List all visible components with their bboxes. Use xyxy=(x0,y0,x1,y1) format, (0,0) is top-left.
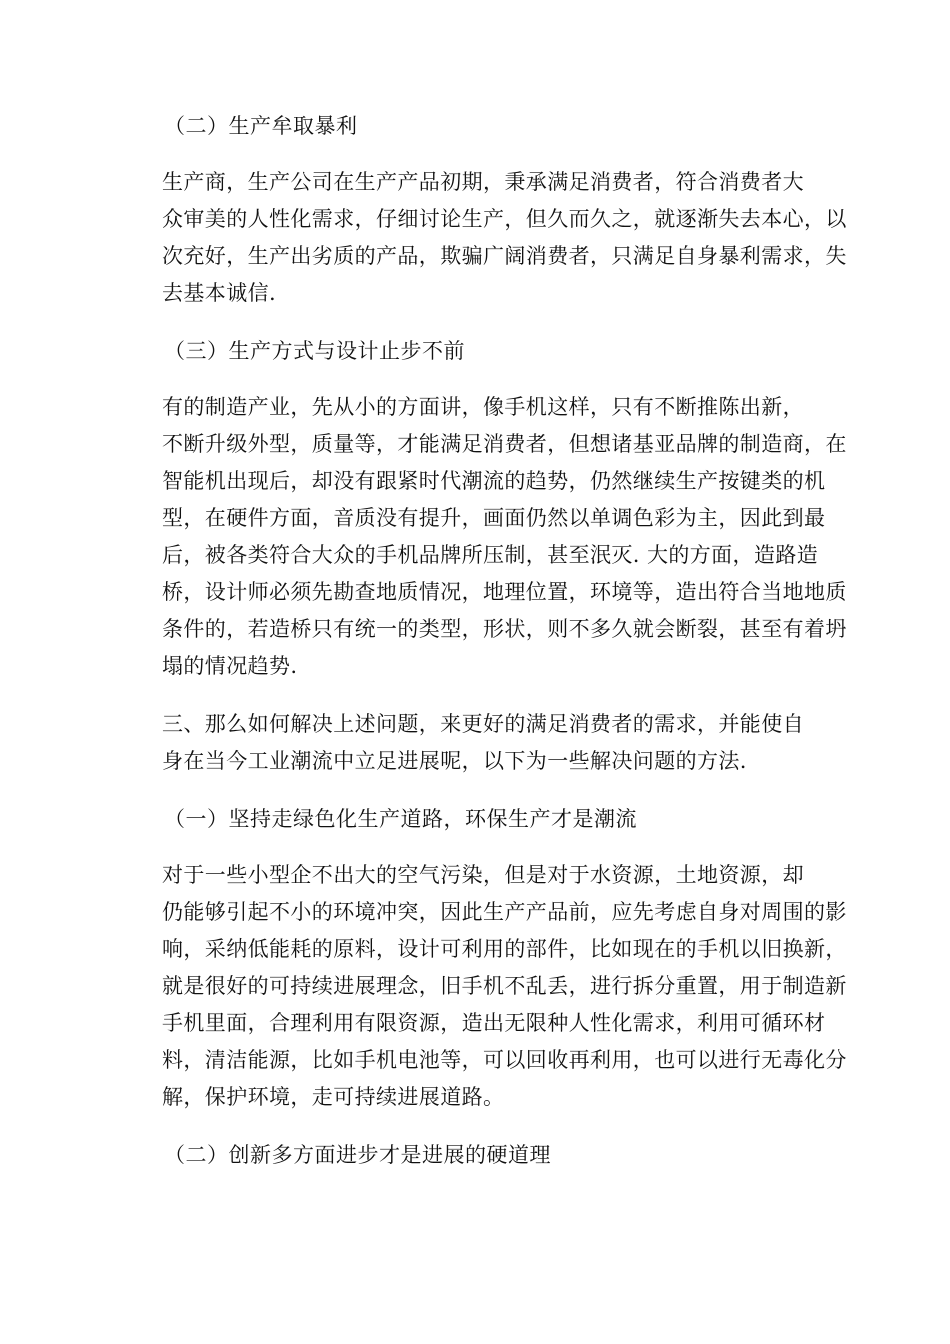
text-line: 去基本诚信. xyxy=(162,281,277,305)
section-heading-innovation: （二）创新多方面进步才是进展的硬道理 xyxy=(164,1143,551,1167)
text-line: 就是很好的可持续进展理念，旧手机不乱丢，进行拆分重置，用于制造新 xyxy=(162,974,847,998)
text-line: 生产商，生产公司在生产产品初期，秉承满足消费者，符合消费者大 xyxy=(162,170,804,194)
text-line: 智能机出现后，却没有跟紧时代潮流的趋势，仍然继续生产按键类的机 xyxy=(162,469,826,493)
section-heading-stagnation: （三）生产方式与设计止步不前 xyxy=(164,339,465,363)
text-line: 次充好，生产出劣质的产品，欺骗广阔消费者，只满足自身暴利需求，失 xyxy=(162,244,847,268)
text-line: 手机里面，合理利用有限资源，造出无限种人性化需求，利用可循环材 xyxy=(162,1011,826,1035)
paragraph-profiteering xyxy=(120,164,847,312)
text-line: 仍能够引起不小的环境冲突，因此生产产品前，应先考虑自身对周围的影 xyxy=(162,900,847,924)
text-line: 型，在硬件方面，音质没有提升，画面仍然以单调色彩为主，因此到最 xyxy=(162,506,826,530)
text-line: 众审美的人性化需求，仔细讨论生产，但久而久之，就逐渐失去本心，以 xyxy=(162,207,847,231)
text-line: 对于一些小型企不出大的空气污染，但是对于水资源，土地资源，却 xyxy=(162,863,804,887)
text-line: 后，被各类符合大众的手机品牌所压制，甚至泯灭. 大的方面，造路造 xyxy=(162,543,819,567)
text-line: 三、那么如何解决上述问题，来更好的满足消费者的需求，并能使自 xyxy=(162,712,804,736)
document-body xyxy=(120,108,847,1193)
text-line: 条件的，若造桥只有统一的类型，形状，则不多久就会断裂，甚至有着坍 xyxy=(162,617,847,641)
text-line: 有的制造产业，先从小的方面讲，像手机这样，只有不断推陈出新， xyxy=(162,395,804,419)
text-line: 塌的情况趋势. xyxy=(162,654,298,678)
text-line: 桥，设计师必须先勘查地质情况，地理位置，环境等，造出符合当地地质 xyxy=(162,580,847,604)
text-line: 料，清洁能源，比如手机电池等，可以回收再利用，也可以进行无毒化分 xyxy=(162,1048,847,1072)
paragraph-stagnation xyxy=(120,389,847,685)
text-line: 解，保护环境，走可持续进展道路。 xyxy=(162,1085,505,1109)
paragraph-solutions-intro xyxy=(120,706,832,780)
text-line: 不断升级外型，质量等，才能满足消费者，但想诸基亚品牌的制造商，在 xyxy=(162,432,847,456)
text-line: 响，采纳低能耗的原料，设计可利用的部件，比如现在的手机以旧换新， xyxy=(162,937,847,961)
text-line: 身在当今工业潮流中立足进展呢，以下为一些解决问题的方法. xyxy=(162,749,747,773)
paragraph-green-production xyxy=(120,857,847,1116)
section-heading-green-production: （一）坚持走绿色化生产道路，环保生产才是潮流 xyxy=(164,807,637,831)
section-heading-profiteering: （二）生产牟取暴利 xyxy=(164,114,358,138)
